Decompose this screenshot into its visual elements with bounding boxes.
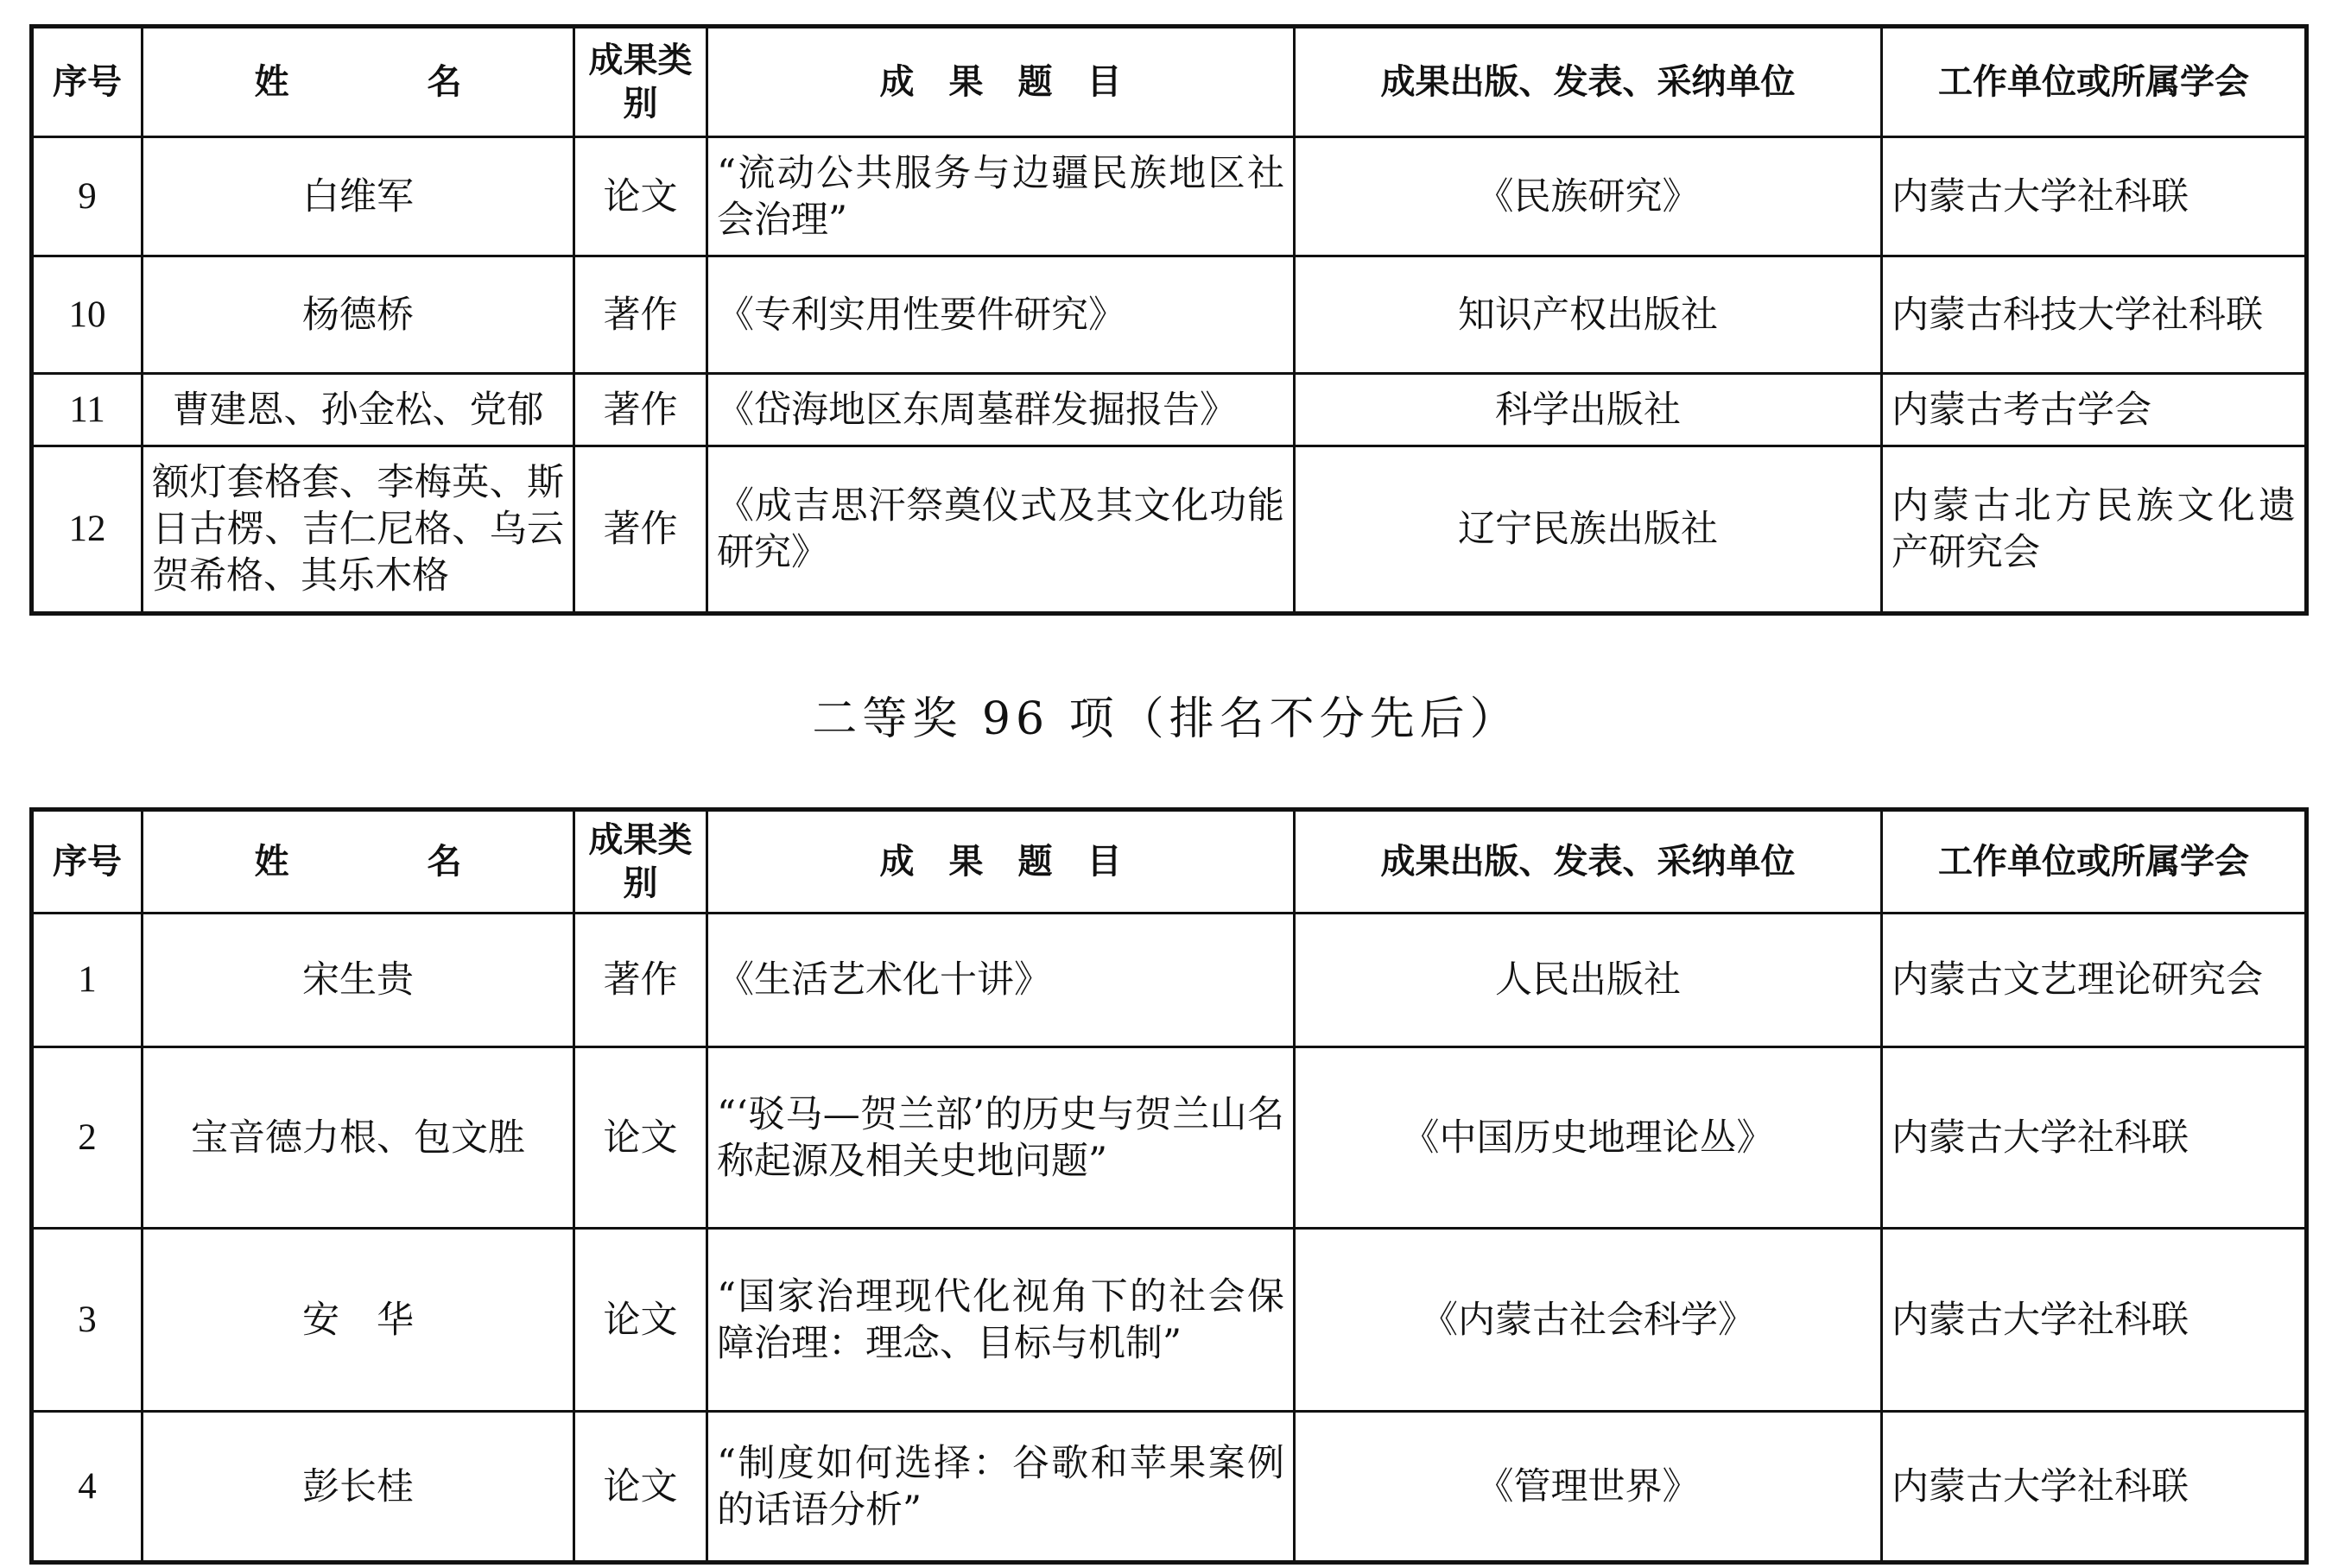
cell-unit: 内蒙古大学社科联 (1882, 1047, 2307, 1229)
cell-type: 著作 (574, 256, 707, 374)
cell-name: 宝音德力根、包文胜 (143, 1047, 574, 1229)
table-row (32, 446, 2307, 614)
cell-title: “流动公共服务与边疆民族地区社会治理” (707, 137, 1295, 256)
cell-publisher: 《中国历史地理论丛》 (1295, 1047, 1882, 1229)
cell-type: 论文 (574, 137, 707, 256)
cell-publisher: 科学出版社 (1295, 374, 1882, 446)
cell-publisher: 《内蒙古社会科学》 (1295, 1229, 1882, 1412)
header-type: 成果类别 (574, 27, 707, 137)
table-row (32, 137, 2307, 256)
cell-title: “国家治理现代化视角下的社会保障治理：理念、目标与机制” (707, 1229, 1295, 1412)
cell-seq: 12 (32, 446, 143, 614)
cell-type: 论文 (574, 1047, 707, 1229)
cell-name: 白维军 (143, 137, 574, 256)
header-title: 成 果 题 目 (707, 27, 1295, 137)
header-name: 姓 名 (143, 810, 574, 914)
cell-seq: 2 (32, 1047, 143, 1229)
cell-type: 著作 (574, 374, 707, 446)
table-row (32, 1047, 2307, 1229)
cell-title: “‘驳马—贺兰部’的历史与贺兰山名称起源及相关史地问题” (707, 1047, 1295, 1229)
cell-unit: 内蒙古大学社科联 (1882, 137, 2307, 256)
cell-unit: 内蒙古科技大学社科联 (1882, 256, 2307, 374)
cell-unit: 内蒙古大学社科联 (1882, 1412, 2307, 1563)
cell-name: 额灯套格套、李梅英、斯日古楞、吉仁尼格、乌云贺希格、其乐木格 (143, 446, 574, 614)
cell-publisher: 辽宁民族出版社 (1295, 446, 1882, 614)
cell-seq: 1 (32, 914, 143, 1047)
cell-title: 《专利实用性要件研究》 (707, 256, 1295, 374)
cell-publisher: 《管理世界》 (1295, 1412, 1882, 1563)
cell-seq: 11 (32, 374, 143, 446)
cell-seq: 9 (32, 137, 143, 256)
cell-title: “制度如何选择：谷歌和苹果案例的话语分析” (707, 1412, 1295, 1563)
cell-type: 论文 (574, 1229, 707, 1412)
header-seq: 序号 (32, 27, 143, 137)
header-title: 成 果 题 目 (707, 810, 1295, 914)
cell-unit: 内蒙古文艺理论研究会 (1882, 914, 2307, 1047)
cell-publisher: 《民族研究》 (1295, 137, 1882, 256)
table-row (32, 914, 2307, 1047)
cell-type: 论文 (574, 1412, 707, 1563)
header-name: 姓 名 (143, 27, 574, 137)
award-table-first-prize (29, 24, 2309, 616)
header-unit: 工作单位或所属学会 (1882, 810, 2307, 914)
cell-name: 曹建恩、孙金松、党郁 (143, 374, 574, 446)
table-row (32, 256, 2307, 374)
award-table-second-prize (29, 807, 2309, 1565)
cell-unit: 内蒙古北方民族文化遗产研究会 (1882, 446, 2307, 614)
section-heading: 二等奖 96 项（排名不分先后） (812, 693, 1520, 745)
cell-publisher: 知识产权出版社 (1295, 256, 1882, 374)
table-row (32, 1412, 2307, 1563)
cell-unit: 内蒙古大学社科联 (1882, 1229, 2307, 1412)
table-row (32, 374, 2307, 446)
table-header-row (32, 27, 2307, 137)
header-publisher: 成果出版、发表、采纳单位 (1295, 810, 1882, 914)
cell-title: 《岱海地区东周墓群发掘报告》 (707, 374, 1295, 446)
header-unit: 工作单位或所属学会 (1882, 27, 2307, 137)
cell-name: 杨德桥 (143, 256, 574, 374)
cell-name: 安 华 (143, 1229, 574, 1412)
cell-unit: 内蒙古考古学会 (1882, 374, 2307, 446)
table-header-row (32, 810, 2307, 914)
cell-type: 著作 (574, 446, 707, 614)
header-type: 成果类别 (574, 810, 707, 914)
cell-seq: 4 (32, 1412, 143, 1563)
cell-seq: 10 (32, 256, 143, 374)
header-publisher: 成果出版、发表、采纳单位 (1295, 27, 1882, 137)
cell-name: 彭长桂 (143, 1412, 574, 1563)
cell-seq: 3 (32, 1229, 143, 1412)
table-row (32, 1229, 2307, 1412)
cell-type: 著作 (574, 914, 707, 1047)
cell-name: 宋生贵 (143, 914, 574, 1047)
header-seq: 序号 (32, 810, 143, 914)
cell-publisher: 人民出版社 (1295, 914, 1882, 1047)
cell-title: 《成吉思汗祭奠仪式及其文化功能研究》 (707, 446, 1295, 614)
cell-title: 《生活艺术化十讲》 (707, 914, 1295, 1047)
